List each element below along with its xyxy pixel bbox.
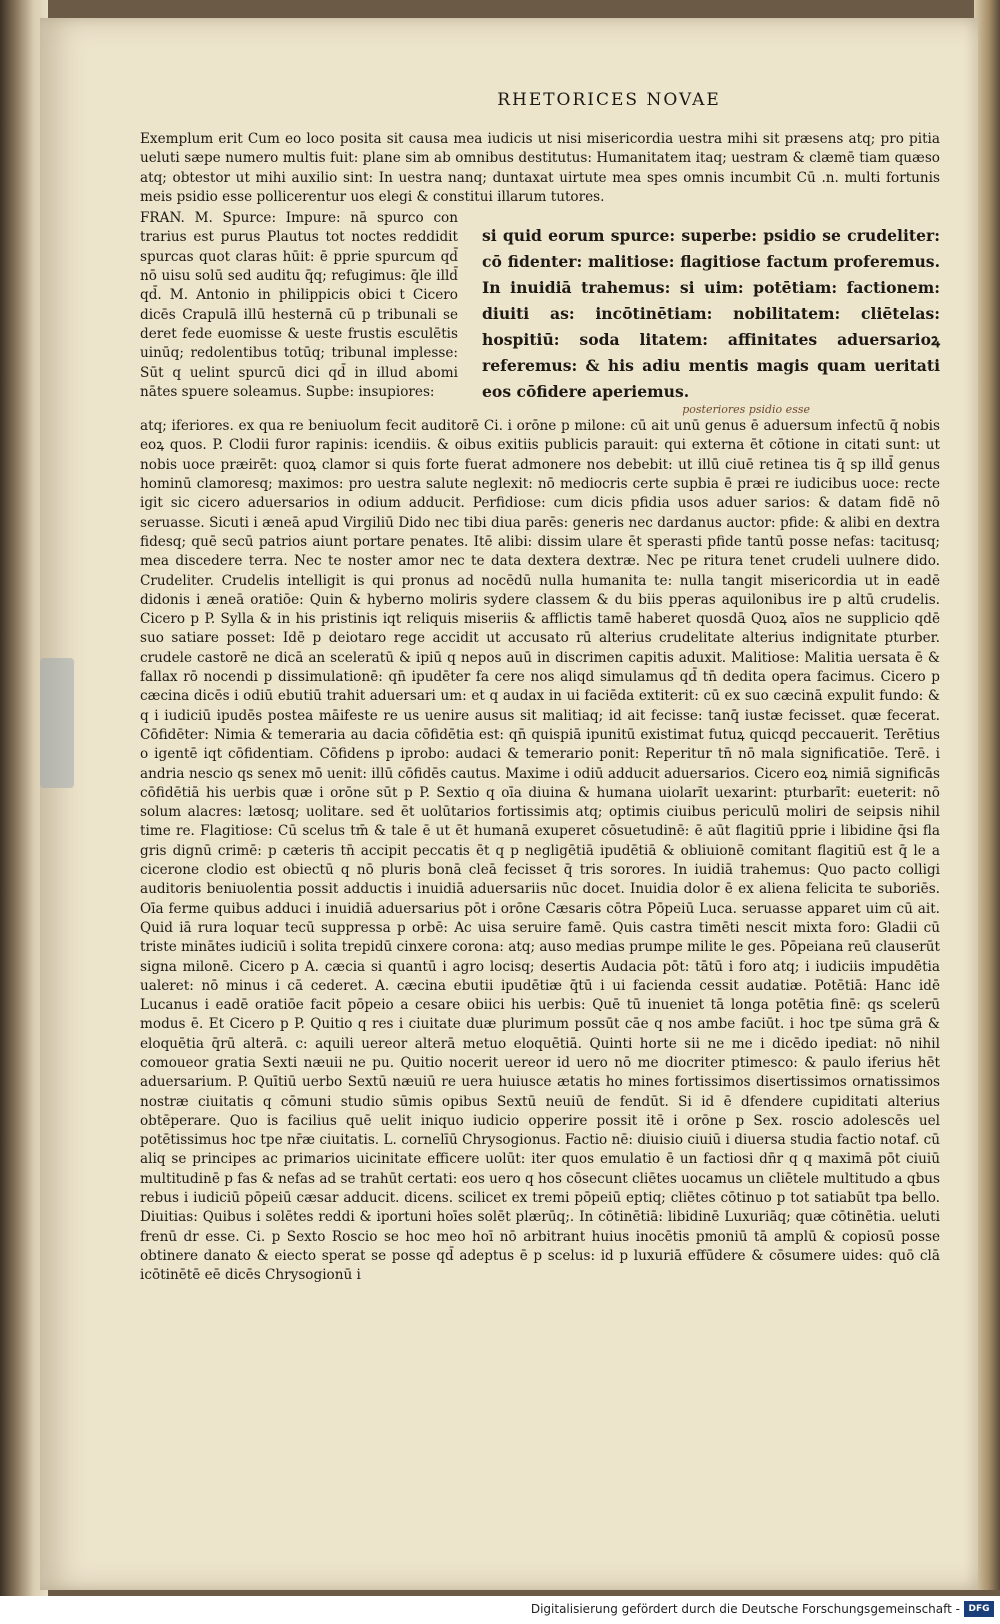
primary-text-column: si quid eorum spurce: superbe: psidio se crudeliter: cō fidenter: malitiose: flagitiose factum proferemus. In inuidiā trahemus: si uim: potētiam: factionem: diuiti as: incōtinētiam: nobilitatem: cliētelas: hospitiū: soda litatem: affinitates aduersarioꝝ referemus: & his adiu mentis magis quam ueritati eos cōfidere aperiemus.	[482, 226, 940, 402]
digitization-footer	[0, 1596, 1000, 1624]
commentary-body: atq; iferiores. ex qua re beniuolum fecit auditorē Ci. i orōne p milone: cū ait unū genus ē aduersum infectū q̄ nobis eoꝝ quos. P. Clodii furor rapinis: icendiis. & oibus exitiis publicis parauit: qui externa ēt cōtione in citati sunt: ut nobis uoce præirēt: quoꝝ clamor si quis forte fuerat admonere nos debebit: ut illū ciuē retinea tis q̄ sp illd̄ genus hominū clamoresq; maximos: pro uestra salute neglexit: nō mediocris certe supbia ē præi re iudicibus uoce: recte igit sic cicero aduersarios in odium adducit. Perfidiose: cum dicis pfidia usos aduer sarios: & datam fidē nō seruasse. Sicuti i æneā apud Virgiliū Dido nec tibi diua parēs: generis nec dardanus auctor: pfide: & alibi en dextra fidesq; quē secū patrios aiunt portare penates. Itē alibi: dissim ulare ēt sperasti pfide tantū posse nefas: tacitusq; mea discedere terra. Nec te noster amor nec te data dextera dextræ. Nec pe ritura tenet crudeli uulnere dido. Crudeliter. Crudelis intelligit is qui pronus ad nocēdū nulla humanita te: nulla tangit misericordia ut in eadē didonis i æneā oratiōe: Quin & hyberno moliris sydere classem & du biis pperas aquilonibus ire p altū crudelis. Cicero p P. Sylla & in his pristinis iqt reliquis miseriis & afflictis tamē haberet quosdā Quoꝝ aīos ne supplicio qdē suo satiare posset: Idē p deiotaro rege accidit ut accusato rū alterius crudelitate alterius indignitate pturber. crudele castorē ne dicā an sceleratū & ipiū q nepos auū in discrimen capitis aduxit. Malitiose: Malitia uersata ē & fallax rō nocendi p dissimulationē: qn̄ ipudēter fa cere nos aliqd simulamus qd̄ tn̄ dedita opera facimus. Cicero p cæcina dicēs i odiū ebutiū trahit aduersari um: et q audax in ui faciēda extiterit: cū ex suo cæcinā expulit fundo: & q i iudiciū ipudēs postea māifeste re us uenire ausus sit malitiaq; id ait fecisse: tanq̄ iustæ fecisset. quæ fecerat. Cōfidēter: Nimia & temeraria au dacia cōfidētia est: qn̄ quispiā ipunitū existimat futuꝝ quicqd peccauerit. Terētius o igentē iqt cōfidentiam. Cōfidens p iprobo: audaci & temerario ponit: Reperitur tn̄ nō mala significatiōe. Terē. i andria nescio qs senex mō uenit: illū cōfidēs cautus. Maxime i odiū adducit aduersarios. Cicero eoꝝ nimiā significās cōfidētiā his uerbis quæ i orōne sūt p P. Sextio q oīa diuina & humana uiolarīt uexarint: pturbarīt: eueterit: nō solum alacres: lætosq; uolitare. sed ēt uolūtarios fortissimis atq; optimis ciuibus periculū moliri de seipsis nihil time re. Flagitiose: Cū scelus tm̄ & tale ē ut ēt humanā exuperet cōsuetudinē: ē aūt flagitiū pprie i libidine q̄si fla gris dignū crimē: p cæteris tn̄ accipit peccatis ēt q p negligētiā ipudētiā & obliuionē comitant flagitiū est q̄ le a cicerone clodio est obiectū q nō pluris bonā cleā fecisset q̄ tris sorores. In iuidiā trahemus: Quo pacto colligi auditoris beniuolentia possit adductis i inuidiā aduersariis nūc docet. Inuidia dolor ē ex aliena felicita te suboriēs. Oīa ferme quibus adduci i inuidiā aduersarius pōt i orōne Cæsaris cōtra Pōpeiū Luca. seruasse apparet uim cū ait. Quid iā rura loquar tecū suppressa p orbē: Ac uisa seruire famē. Quis castra timēti nescit mixta foro: Gladii cū triste minātes iudiciū i solita trepidū cinxere corona: atq; auso medias prumpe milite le ges. Pōpeiana reū clauserūt signa milonē. Cicero p A. cæcia si quantū i agro locisq; desertis Audacia pōt: tātū i foro atq; i iudiciis impudētia ualeret: nō minus i cā cederet. A. cæcina ebutii ipudētiæ q̄tū i ui facienda cessit audatiæ. Potētiā: Hanc idē Lucanus i eadē oratiōe facit pōpeio a cesare obiici his uerbis: Quē tū inueniet tā longa potētia finē: qs scelerū modus ē. Et Cicero p P. Quitio q res i ciuitate duæ plurimum possūt cāe q nos ambe faciūt. i hoc tpe sūma grā & eloquētia q̄rū alterā. c: aquili uereor alterā metuo eloquētiā. Quinti horte sii ne me i dicēdo ipediat: nō nihil comoueor gratia Sexti næuii ne pu. Quitio nocerit uereor id uero nō me diocriter ptimesco: & paulo iferius hēt aduersarium. P. Quītiū uerbo Sextū næuiū re uera huiusce ætatis ho mines fortissimos disertissimos ornatissimos nostræ ciuitatis q cōmuni studio sūmis opibus Sextū neuiū de fendūt. Si id ē dfendere cupiditati alterius obtēperare. Quo is facilius quē uelit iniquo iudicio opperire possit itē i orōne p Sex. roscio adolescēs uel potētissimus hoc tpe nr̄æ ciuitatis. L. cornelīū Chrysogionus. Factio nē: diuisio ciuiū i diuersa studia factio notaf. cū aliq se principes ac primarios uicinitate efficere uolūt: iter quos emulatio ē un factiosi dn̄r q q maximā pōt ciuiū multitudinē p fas & nefas ad se trahūt certati: eos uero q hos cōsecunt cliētes uocamus un cliētele multitudo a qbus rebus i iudiciū pōpeiū cæsar adducit. dicens. scilicet ex tremi pōpeiū eptiq; cliētes cōtinuo p tot satiabūt tpa bello. Diuitias: Quibus i solētes reddi & iportuni hoīes solēt plærūq;. In cōtinētiā: libidinē Luxuriāq; quæ cōtinētia. ueluti frenū dr esse. Ci. p Sexto Roscio se hoc meo hoī nō arbitrant huius inocētis pmoniū tā amplū & copiosū posse obtinere danato & eiecto sperat se posse qd̄ adeptus ē p scelus: id p luxuriā effūdere & cōsumere uides: quō clā icōtinētē eē dicēs Chrysogionū i	[140, 418, 940, 1284]
book-page	[40, 18, 978, 1590]
footer-credit: Digitalisierung gefördert durch die Deutsche Forschungsgemeinschaft -	[530, 1602, 960, 1616]
intro-paragraph: Exemplum erit Cum eo loco posita sit causa mea iudicis ut nisi misericordia uestra mihi sit præsens atq; pro pitia ueluti sæpe numero multis fuit: plane sim ab omnibus destitutus: Humanitatem itaq; uestram & clæmē tiam quæso atq; obtestor ut mihi auxilio sint: In uestra nanq; duntaxat uirtute mea spes omnis incumbit Cū .n. multi fortunis meis psidio esse pollicerentur uos elegi & constitui illarum tutores.	[140, 131, 940, 205]
two-column-section	[140, 209, 940, 405]
handwritten-marginal-note: posteriores psidio esse	[682, 403, 810, 417]
running-head: RHETORICES NOVAE	[497, 90, 721, 110]
commentary-column: FRAN. M. Spurce: Impure: nā spurco con trarius est purus Plautus tot noctes reddidit spurcas quot claras hūit: ē pprie spurcum qd̄ nō uisu solū sed auditu q̄q; refugimus: q̄le illd̄ qd̄. M. Antonio in philippicis obici t Cicero dicēs Crapulā illū hesternā cū p tribunali se deret fede euomisse & ueste frustis esculētis uinūq; redolentibus totūq; tribunal implesse: Sūt q uelint spurcū dici qd̄ in illud abomi nātes spuere soleamus. Supbe: insupiores:	[140, 210, 458, 400]
text-block	[140, 130, 940, 1286]
dfg-logo: DFG	[964, 1601, 994, 1617]
page-stain	[40, 658, 74, 788]
